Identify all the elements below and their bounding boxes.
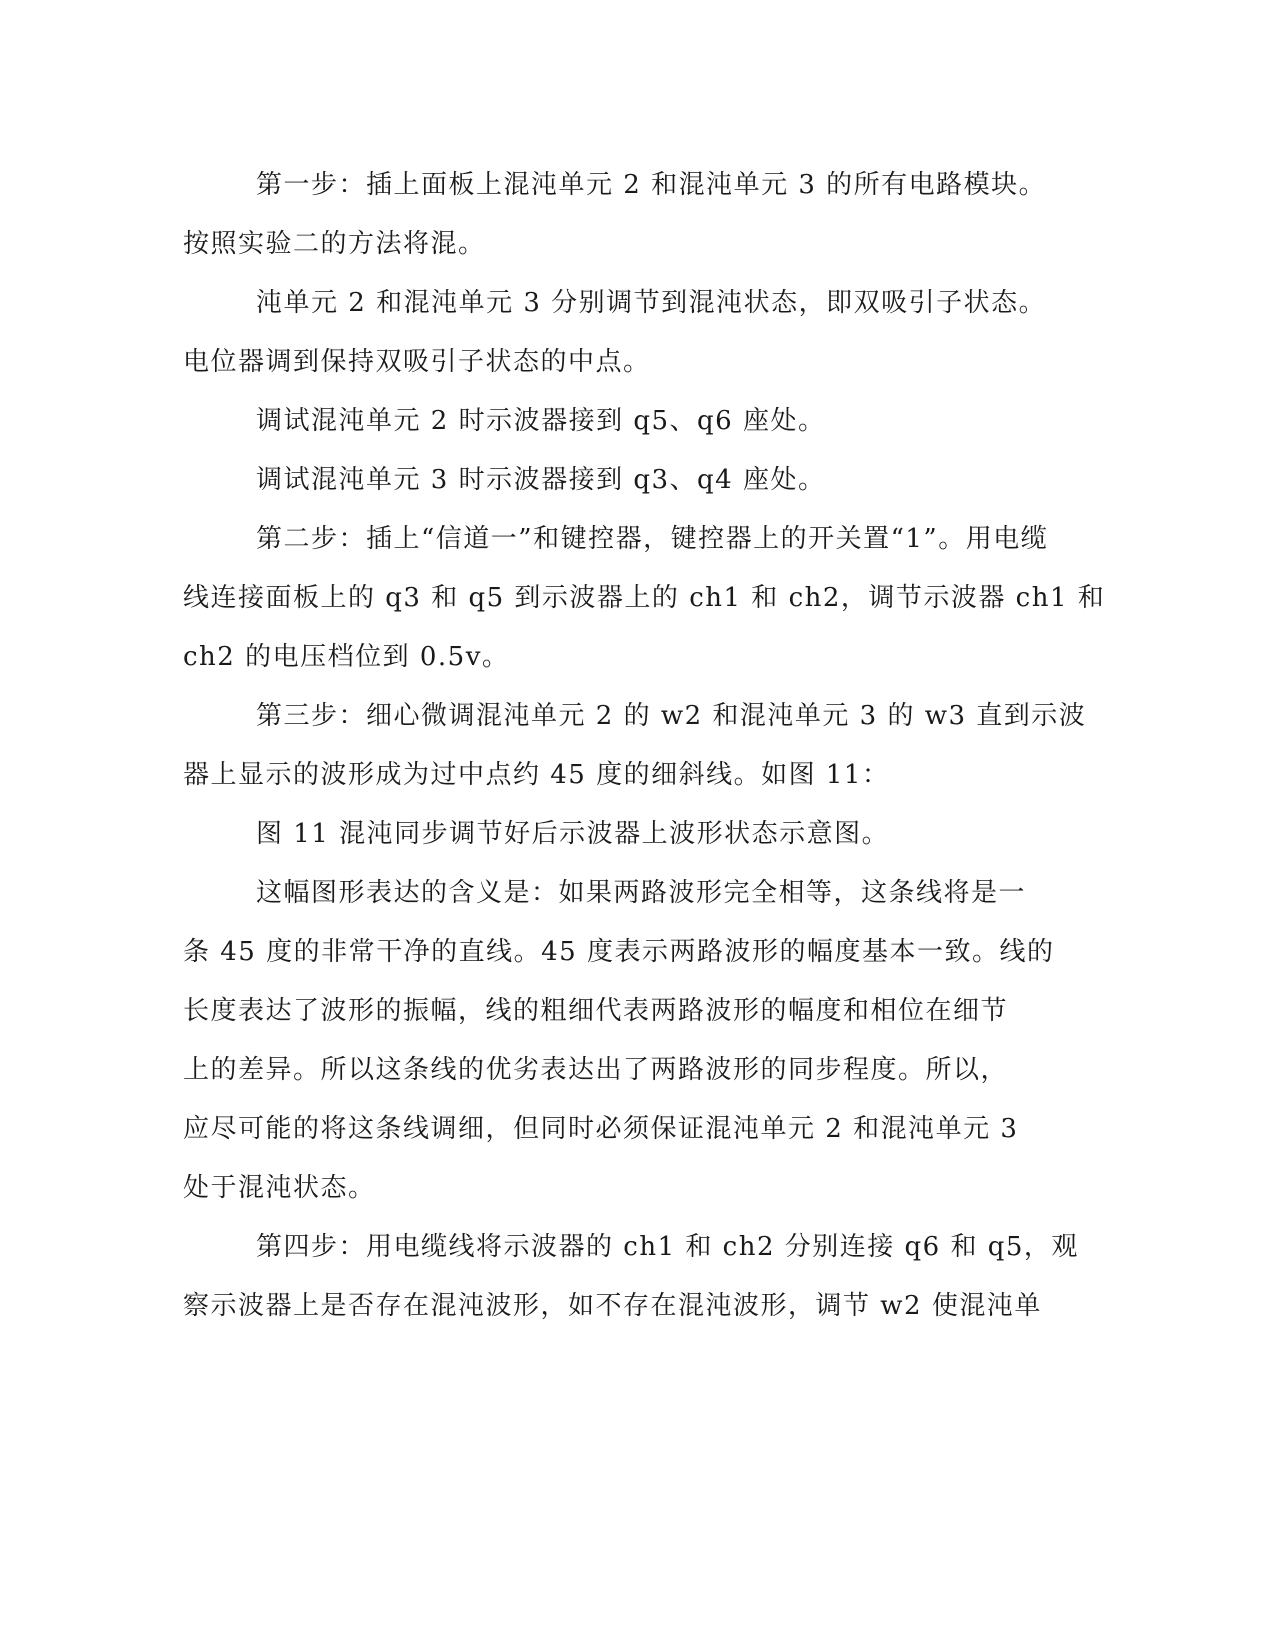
paragraph-line: 第四步：用电缆线将示波器的 ch1 和 ch2 分别连接 q6 和 q5，观 — [256, 1232, 1079, 1262]
paragraph-line: 调试混沌单元 3 时示波器接到 q3、q4 座处。 — [256, 465, 826, 495]
paragraph-line: 处于混沌状态。 — [183, 1173, 376, 1203]
paragraph-line: 应尽可能的将这条线调细，但同时必须保证混沌单元 2 和混沌单元 3 — [183, 1114, 1019, 1144]
paragraph-line: 第一步：插上面板上混沌单元 2 和混沌单元 3 的所有电路模块。 — [256, 170, 1047, 200]
paragraph-line: 第二步：插上“信道一”和键控器，键控器上的开关置“1”。用电缆 — [256, 524, 1049, 554]
paragraph-line: 这幅图形表达的含义是：如果两路波形完全相等，这条线将是一 — [256, 878, 1027, 908]
paragraph-line: 调试混沌单元 2 时示波器接到 q5、q6 座处。 — [256, 406, 826, 436]
paragraph-line: 线连接面板上的 q3 和 q5 到示波器上的 ch1 和 ch2，调节示波器 ch1 和 — [183, 583, 1106, 613]
figure-caption: 图 11 混沌同步调节好后示波器上波形状态示意图。 — [256, 819, 890, 849]
paragraph-line: 察示波器上是否存在混沌波形，如不存在混沌波形，调节 w2 使混沌单 — [183, 1291, 1042, 1321]
paragraph-line: 第三步：细心微调混沌单元 2 的 w2 和混沌单元 3 的 w3 直到示波 — [256, 701, 1087, 731]
paragraph-line: 条 45 度的非常干净的直线。45 度表示两路波形的幅度基本一致。线的 — [183, 937, 1055, 967]
paragraph-line: 沌单元 2 和混沌单元 3 分别调节到混沌状态，即双吸引子状态。 — [256, 288, 1047, 318]
paragraph-line: 按照实验二的方法将混。 — [183, 229, 486, 259]
paragraph-line: 电位器调到保持双吸引子状态的中点。 — [183, 347, 651, 377]
paragraph-line: 器上显示的波形成为过中点约 45 度的细斜线。如图 11： — [183, 760, 890, 790]
paragraph-line: 长度表达了波形的振幅，线的粗细代表两路波形的幅度和相位在细节 — [183, 996, 1009, 1026]
body-text — [183, 156, 1106, 1336]
paragraph-line: 上的差异。所以这条线的优劣表达出了两路波形的同步程度。所以， — [183, 1055, 1009, 1085]
paragraph-line: ch2 的电压档位到 0.5v。 — [183, 642, 510, 672]
